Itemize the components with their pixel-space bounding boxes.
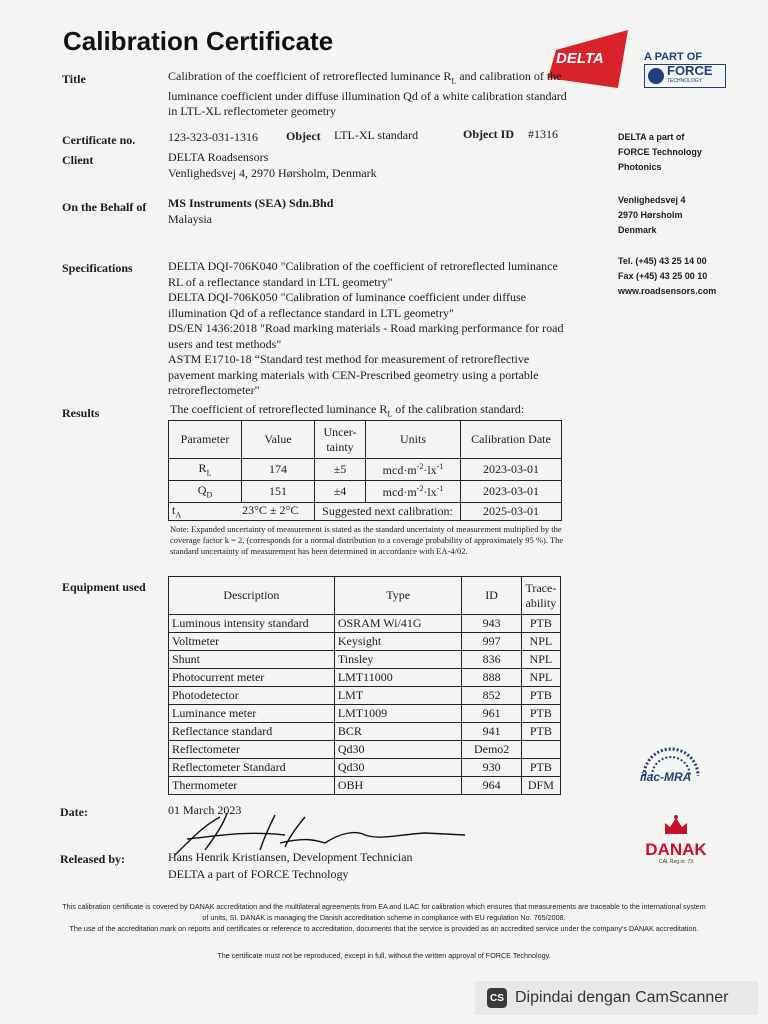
- force-a-part-of: A PART OF: [644, 51, 703, 63]
- footer-mark-use: The use of the accreditation mark on reports and certificates or reference to accreditation, documents that the service is provided as an accredited service under the company's DANAK accreditation.: [69, 924, 699, 933]
- equipment-header: Trace-ability: [521, 577, 560, 615]
- results-header: Value: [242, 421, 315, 459]
- results-note: Note: Expanded uncertainty of measurement is stated as the standard uncertainty of measurement multiplied by the coverage factor k = 2, (corresponds for a normal distribution to a coverage probability of approximately 95 %). The standard uncertainty of measurement has been determined in accordance with EA-4/02.: [170, 524, 564, 556]
- table-row: Photodetector LMT 852 PTB: [169, 687, 561, 705]
- released-label: Released by:: [60, 852, 125, 866]
- table-row: Thermometer OBH 964 DFM: [169, 777, 561, 795]
- results-intro: The coefficient of retroreflected luminance $R_L$ of the calibration standard:: [170, 402, 525, 419]
- object-value: LTL-XL standard: [334, 128, 419, 142]
- table-row: Reflectometer Qd30 Demo2: [169, 741, 561, 759]
- footer-accreditation: This calibration certificate is covered by DANAK accreditation and the multilateral agreements from EA and ILAC for calibration which ensures that measurements are traceable to the international system of units, SI. DANAK is managing the Danish accreditation scheme in compliance with EU regulation No. 765/2008.: [62, 902, 706, 922]
- spec-2: DELTA DQI-706K050 "Calibration of luminance coefficient under diffuse illumination Qd of a reflectance standard in LTL geometry": [168, 290, 526, 320]
- released-org: DELTA a part of FORCE Technology: [168, 867, 349, 881]
- table-row: Reflectometer Standard Qd30 930 PTB: [169, 759, 561, 777]
- object-id-label: Object ID: [463, 127, 514, 141]
- equipment-header: Type: [334, 577, 462, 615]
- object-label: Object: [286, 129, 321, 143]
- page-title: Calibration Certificate: [63, 26, 334, 56]
- table-row: Reflectance standard BCR 941 PTB: [169, 723, 561, 741]
- spec-3: DS/EN 1436:2018 "Road marking materials - Road marking performance for road users and test methods": [168, 321, 564, 351]
- table-row: Photocurrent meter LMT11000 888 NPL: [169, 669, 561, 687]
- sidebar-tel: Tel. (+45) 43 25 14 00: [618, 256, 707, 266]
- force-globe-icon: [648, 68, 664, 84]
- sidebar-web: www.roadsensors.com: [618, 286, 717, 296]
- date-value: 01 March 2023: [168, 803, 242, 817]
- equipment-header: ID: [462, 577, 521, 615]
- date-label: Date:: [60, 805, 88, 819]
- camscanner-icon: CS: [487, 988, 507, 1008]
- sidebar-fax: Fax (+45) 43 25 00 10: [618, 271, 708, 281]
- crown-icon: [662, 814, 690, 836]
- sidebar-addr-3: Denmark: [618, 225, 657, 235]
- equipment-table: [168, 576, 561, 795]
- sidebar-org-3: Photonics: [618, 162, 662, 172]
- camscanner-label: Dipindai dengan CamScanner: [515, 989, 729, 1006]
- camscanner-watermark: [475, 981, 758, 1015]
- object-id-value: #1316: [528, 127, 558, 141]
- footer-reproduction: The certificate must not be reproduced, except in full, without the written approval of FORCE Technology.: [217, 951, 551, 960]
- table-row: Shunt Tinsley 836 NPL: [169, 651, 561, 669]
- client-name: DELTA Roadsensors: [168, 150, 269, 164]
- released-name: Hans Henrik Kristiansen, Development Technician: [168, 850, 413, 864]
- results-table: [168, 420, 562, 521]
- results-header: Parameter: [169, 421, 242, 459]
- title-text: Calibration of the coefficient of retroreflected luminance $R_L$ and calibration of the luminance coefficient under diffuse illumination Qd of a white calibration standard in LTL-XL reflectometer geometry: [168, 69, 567, 119]
- sidebar: [618, 130, 758, 299]
- table-row: $t_A$ 23°C ± 2°C Suggested next calibration: 2025-03-01: [169, 503, 562, 521]
- sidebar-addr-1: Venlighedsvej 4: [618, 195, 686, 205]
- table-row: Voltmeter Keysight 997 NPL: [169, 633, 561, 651]
- certificate-no: 123-323-031-1316: [168, 130, 258, 144]
- behalf-name: MS Instruments (SEA) Sdn.Bhd: [168, 196, 334, 210]
- ilac-mra-logo: ilac-MRA: [638, 746, 704, 796]
- equipment-label: Equipment used: [62, 580, 146, 594]
- results-header: Units: [366, 421, 461, 459]
- behalf-label: On the Behalf of: [62, 200, 147, 214]
- spec-1: DELTA DQI-706K040 "Calibration of the coefficient of retroreflected luminance RL of a reflectance standard in LTL geometry": [168, 259, 558, 289]
- sidebar-addr-2: 2970 Hørsholm: [618, 210, 683, 220]
- table-row: Luminous intensity standard OSRAM Wi/41G 943 PTB: [169, 615, 561, 633]
- spec-4: ASTM E1710-18 “Standard test method for measurement of retroreflective pavement marking materials with CEN-Prescribed geometry using a portable retroreflectometer": [168, 352, 539, 397]
- spec-list: [168, 259, 568, 399]
- danak-logo: DANAK CAL Reg.nr. 73: [636, 814, 716, 864]
- sidebar-org-2: FORCE Technology: [618, 147, 702, 157]
- results-header: Uncer-tainty: [315, 421, 366, 459]
- table-row: $Q_D$ 151 ±4 $mcd\cdot m^{-2}\cdot lx^{-1}$ 2023-03-01: [169, 481, 562, 503]
- certificate-label: Certificate no.: [62, 133, 136, 147]
- client-label: Client: [62, 153, 94, 167]
- equipment-header: Description: [169, 577, 335, 615]
- results-label: Results: [62, 406, 100, 420]
- table-row: Luminance meter LMT1009 961 PTB: [169, 705, 561, 723]
- behalf-country: Malaysia: [168, 212, 212, 226]
- delta-logo: DELTA: [548, 30, 630, 90]
- client-address: Venlighedsvej 4, 2970 Hørsholm, Denmark: [168, 166, 377, 180]
- sidebar-org-1: DELTA a part of: [618, 132, 685, 142]
- force-logo: FORCE TECHNOLOGY: [644, 64, 726, 88]
- results-header: Calibration Date: [461, 421, 562, 459]
- spec-label: Specifications: [62, 261, 133, 275]
- table-row: $R_L$ 174 ±5 $mcd\cdot m^{-2}\cdot lx^{-1}$ 2023-03-01: [169, 459, 562, 481]
- title-label: Title: [62, 72, 86, 86]
